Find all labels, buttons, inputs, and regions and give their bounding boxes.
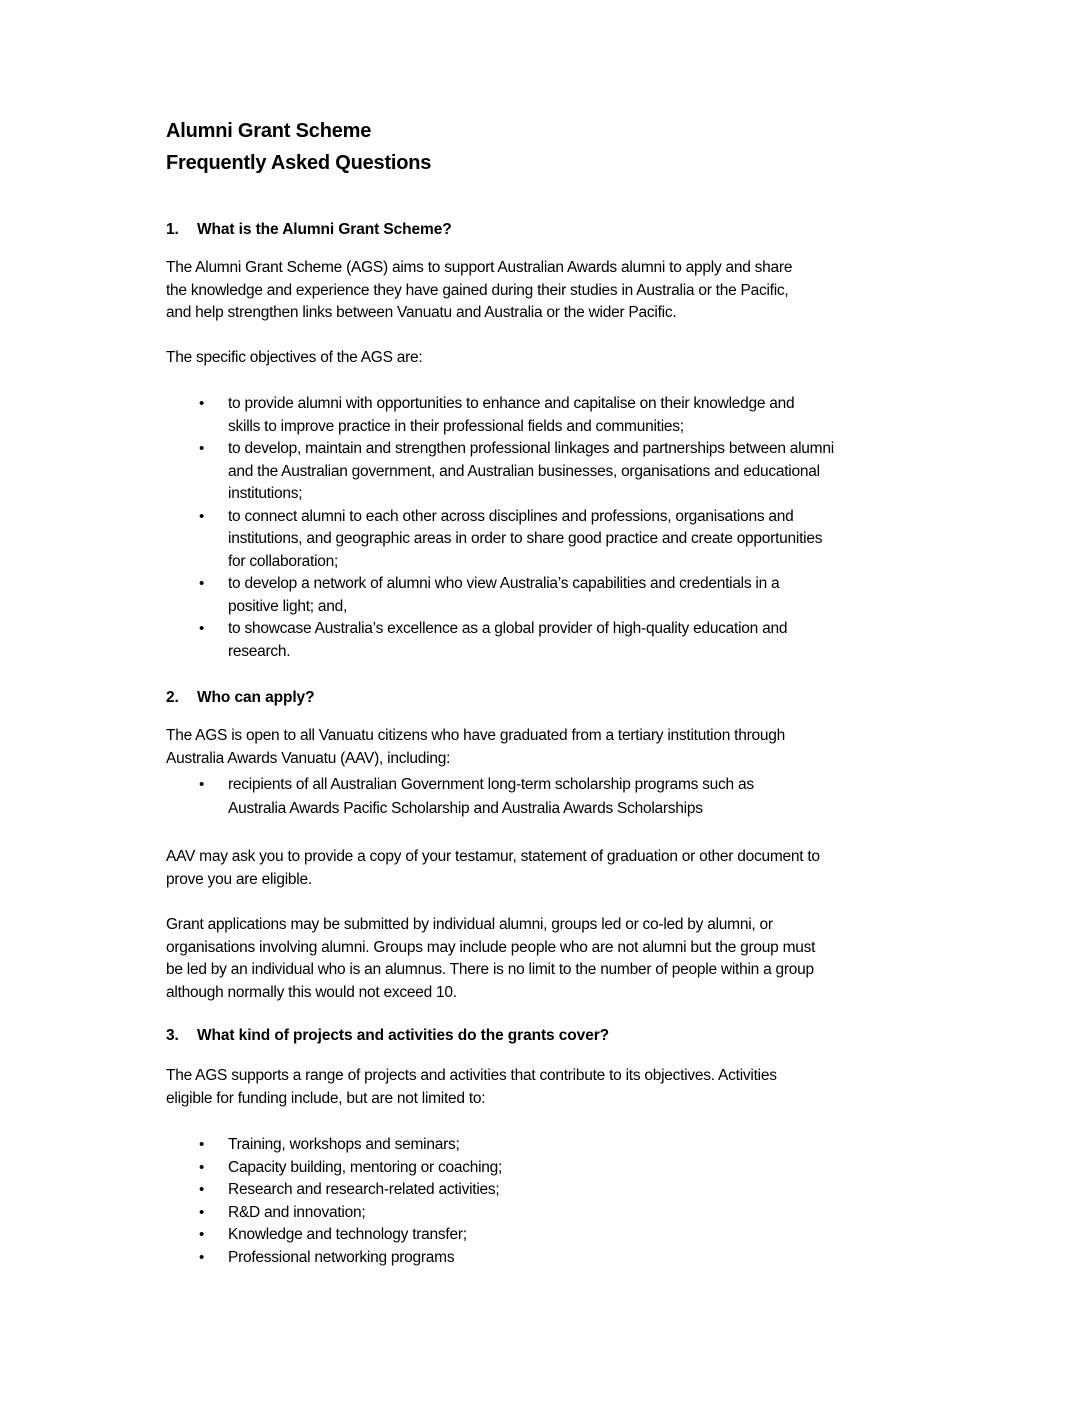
- text-line: to develop a network of alumni who view Australia’s capabilities and credentials in a: [228, 575, 780, 592]
- text-line: the knowledge and experience they have gained during their studies in Australia or the Pacific,: [166, 281, 789, 299]
- list-item: [166, 506, 834, 574]
- text-line: recipients of all Australian Government long-term scholarship programs such as: [228, 776, 754, 793]
- text-line: The specific objectives of the AGS are:: [166, 349, 423, 366]
- list-item: [166, 1134, 502, 1157]
- text-line: to showcase Australia’s excellence as a global provider of high-quality education and: [228, 620, 788, 637]
- text-line: The Alumni Grant Scheme (AGS) aims to support Australian Awards alumni to apply and share: [166, 259, 793, 276]
- activities-list: [166, 1134, 502, 1269]
- text-line: and the Australian government, and Australian businesses, organisations and educational: [228, 462, 820, 480]
- bullet-icon: •: [199, 395, 205, 412]
- proof-paragraph: [166, 846, 820, 891]
- text-line: Australia Awards Vanuatu (AAV), including:: [166, 749, 451, 767]
- text-line: Australia Awards Pacific Scholarship and Australia Awards Scholarships: [228, 799, 703, 817]
- bullet-icon: •: [199, 1158, 205, 1176]
- document-subtitle: Frequently Asked Questions: [166, 152, 432, 174]
- section-number: 2.: [166, 689, 179, 706]
- section-number: 3.: [166, 1027, 179, 1044]
- list-item: [166, 774, 754, 820]
- list-item: [166, 438, 834, 506]
- text-line: Research and research-related activities;: [228, 1181, 500, 1198]
- bullet-icon: •: [199, 1203, 205, 1221]
- text-line: to develop, maintain and strengthen professional linkages and partnerships between alumni: [228, 440, 834, 457]
- text-line: The AGS supports a range of projects and activities that contribute to its objectives. Activities: [166, 1067, 777, 1084]
- bullet-icon: •: [199, 1248, 205, 1266]
- text-line: R&D and innovation;: [228, 1203, 366, 1221]
- section-1-heading: [166, 221, 452, 239]
- text-line: Knowledge and technology transfer;: [228, 1226, 467, 1243]
- text-line: The AGS is open to all Vanuatu citizens who have graduated from a tertiary institution through: [166, 727, 785, 744]
- text-line: to connect alumni to each other across disciplines and professions, organisations and: [228, 507, 794, 525]
- eligible-list: [166, 774, 754, 820]
- text-line: organisations involving alumni. Groups may include people who are not alumni but the group must: [166, 938, 816, 956]
- list-item: [166, 393, 834, 438]
- section-3-intro: [166, 1065, 777, 1110]
- objectives-list: [166, 393, 834, 663]
- text-line: be led by an individual who is an alumnus. There is no limit to the number of people within a group: [166, 961, 814, 978]
- list-item: [166, 573, 834, 618]
- section-title: What kind of projects and activities do the grants cover?: [197, 1027, 610, 1044]
- list-item: [166, 1179, 502, 1202]
- text-line: skills to improve practice in their professional fields and communities;: [228, 417, 684, 435]
- text-line: research.: [228, 642, 291, 660]
- section-3-heading: [166, 1027, 609, 1045]
- section-title: Who can apply?: [197, 689, 315, 706]
- text-line: Capacity building, mentoring or coaching;: [228, 1158, 503, 1176]
- bullet-icon: •: [199, 776, 205, 793]
- list-item: [166, 1202, 502, 1225]
- list-item: [166, 1224, 502, 1247]
- text-line: although normally this would not exceed 10.: [166, 983, 457, 1001]
- objectives-lead: [166, 347, 422, 370]
- bullet-icon: •: [199, 620, 205, 637]
- section-title: What is the Alumni Grant Scheme?: [197, 221, 452, 238]
- text-line: and help strengthen links between Vanuatu and Australia or the wider Pacific.: [166, 304, 677, 321]
- text-line: to provide alumni with opportunities to enhance and capitalise on their knowledge and: [228, 395, 795, 412]
- text-line: prove you are eligible.: [166, 870, 312, 888]
- bullet-icon: •: [199, 1181, 205, 1198]
- groups-paragraph: [166, 914, 815, 1004]
- bullet-icon: •: [199, 440, 205, 457]
- document-title: Alumni Grant Scheme: [166, 120, 372, 142]
- section-1-intro: [166, 257, 792, 325]
- text-line: positive light; and,: [228, 597, 348, 615]
- text-line: Professional networking programs: [228, 1248, 455, 1266]
- text-line: eligible for funding include, but are not limited to:: [166, 1089, 486, 1107]
- text-line: for collaboration;: [228, 552, 339, 570]
- bullet-icon: •: [199, 1136, 205, 1153]
- text-line: Grant applications may be submitted by individual alumni, groups led or co-led by alumni, or: [166, 916, 773, 933]
- text-line: Training, workshops and seminars;: [228, 1136, 460, 1153]
- section-number: 1.: [166, 221, 179, 238]
- bullet-icon: •: [199, 1226, 205, 1243]
- bullet-icon: •: [199, 507, 205, 525]
- bullet-icon: •: [199, 575, 205, 592]
- text-line: institutions, and geographic areas in order to share good practice and create opportunities: [228, 530, 823, 547]
- section-2-heading: [166, 689, 314, 707]
- text-line: institutions;: [228, 485, 303, 502]
- section-2-intro: [166, 725, 785, 770]
- list-item: [166, 1157, 502, 1180]
- list-item: [166, 1247, 502, 1270]
- list-item: [166, 618, 834, 663]
- text-line: AAV may ask you to provide a copy of your testamur, statement of graduation or other document to: [166, 848, 820, 865]
